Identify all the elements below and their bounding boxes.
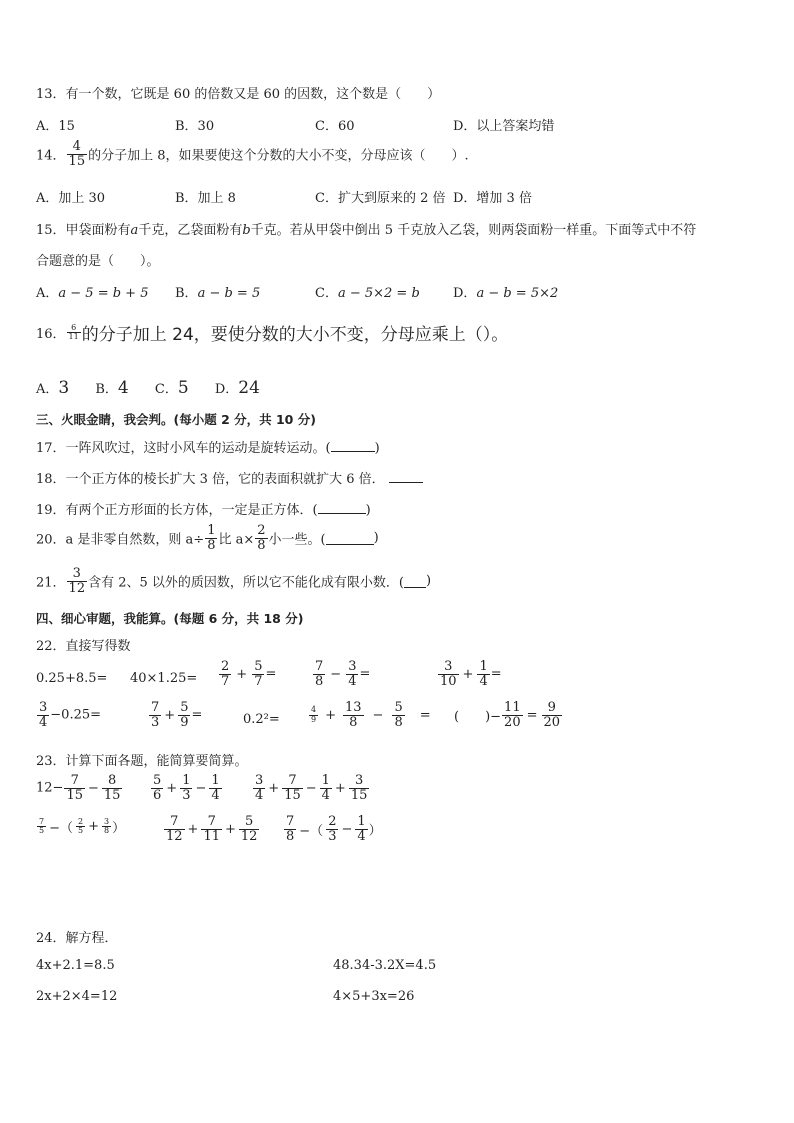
q22-item-6: $\frac{3}{4}$ −0.25= <box>39 700 102 730</box>
q14-question <box>36 140 469 168</box>
q15-line1: 15．甲袋面粉有a千克，乙袋面粉有b千克。若从甲袋中倒出 5 千克放入乙袋，则两袋面粉一样重。下面等式中不符 <box>36 223 697 238</box>
q14-option-a: A．加上 30 <box>36 191 106 206</box>
q13-option-a: A．15 <box>36 119 75 134</box>
q15-option-d: D．a − b = 5×2 <box>453 286 559 301</box>
q23-expr-3: $\frac{3}{4}$ + $\frac{7}{15}$ − $\frac{1}{4}$ + $\frac{3}{15}$ <box>255 773 368 803</box>
q13-stem: 13．有一个数，它既是 60 的倍数又是 60 的因数，这个数是（ ） <box>36 87 441 102</box>
q22-item-10: ( )− $\frac{11}{20}$ = $\frac{9}{20}$ <box>454 700 561 730</box>
q22-item-2: 40×1.25= <box>130 671 198 686</box>
q16-options: A．3 B．4 C．5 D．24 <box>36 378 260 398</box>
q23-expr-6: $\frac{7}{8}$ −（ $\frac{2}{3}$ − $\frac{1}{4}$ ） <box>286 814 382 844</box>
q13-option-b: B．30 <box>175 119 215 134</box>
q21-answer-blank[interactable] <box>404 575 426 588</box>
q15-var-b: b <box>242 223 251 238</box>
q14-option-c: C．扩大到原来的 2 倍 <box>315 191 446 206</box>
q24-eq-3: 2x+2×4=12 <box>36 989 118 1004</box>
q15-var-a: a <box>130 223 139 238</box>
q23-expr-4: $\frac{7}{5}$ −（ $\frac{2}{5}$ + $\frac{3}{8}$ ） <box>39 816 126 836</box>
q20-answer-blank[interactable] <box>326 532 374 545</box>
q15-option-a: A．a − 5 = b + 5 <box>36 286 149 301</box>
q20-frac2: $\frac{2}{8}$ <box>257 523 266 553</box>
q19: 19．有两个正方形面的长方体，一定是正方体．( ) <box>36 503 371 518</box>
q22-item-7: $\frac{7}{3}$ + $\frac{5}{9}$ = <box>151 700 203 730</box>
q22-item-9: $\frac{4}{9}$ + $\frac{13}{8}$ − $\frac{5}{8}$ = <box>311 700 431 730</box>
q22-item-4: $\frac{7}{8}$ − $\frac{3}{4}$ = <box>315 659 371 689</box>
q20: 20．a 是非零自然数，则 a÷ $\frac{1}{8}$ 比 a× $\frac{2}{8}$ 小一些。( ) <box>36 523 379 553</box>
q14-num: 14． <box>36 148 66 164</box>
q23-expr-2: $\frac{5}{6}$ + $\frac{1}{3}$ − $\frac{1}{4}$ <box>153 773 220 803</box>
q22-item-3: $\frac{2}{7}$ + $\frac{5}{7}$ = <box>221 659 277 689</box>
q24-title: 24．解方程． <box>36 931 118 946</box>
q14-stem: 的分子加上 8，如果要使这个分数的大小不变，分母应该（ ）. <box>88 148 469 164</box>
q14-option-d: D．增加 3 倍 <box>453 191 532 206</box>
q15-option-b: B．a − b = 5 <box>175 286 261 301</box>
q16-question: 16． $\frac{6}{11}$ 的分子加上 24，要使分数的大小不变，分母应乘上（）。 <box>36 322 509 345</box>
q22-item-8: 0.2²= <box>243 712 280 727</box>
q17-answer-blank[interactable] <box>331 439 375 452</box>
q16-fraction: $\frac{6}{11}$ <box>68 322 79 341</box>
q21: 21． $\frac{3}{12}$ 含有 2、5 以外的质因数，所以它不能化成有限小数．( ) <box>36 566 432 596</box>
q18: 18．一个正方体的棱长扩大 3 倍，它的表面积就扩大 6 倍． <box>36 468 423 487</box>
q23-expr-1: 12− $\frac{7}{15}$ − $\frac{8}{15}$ <box>36 773 121 803</box>
q24-eq-2: 48.34-3.2X=4.5 <box>333 958 437 973</box>
q23-title: 23．计算下面各题，能简算要简算。 <box>36 754 248 769</box>
q23-expr-5: $\frac{7}{12}$ + $\frac{7}{11}$ + $\frac{5}{12}$ <box>166 814 258 844</box>
q19-answer-blank[interactable] <box>318 501 366 514</box>
q15-option-c: C．a − 5×2 = b <box>315 286 420 301</box>
q22-item-5: $\frac{3}{10}$ + $\frac{1}{4}$ = <box>440 659 502 689</box>
q20-frac1: $\frac{1}{8}$ <box>207 523 216 553</box>
q17: 17．一阵风吹过，这时小风车的运动是旋转运动。( ) <box>36 441 380 456</box>
q21-fraction: $\frac{3}{12}$ <box>68 566 86 596</box>
q14-fraction: $\frac{4}{15}$ <box>68 139 86 169</box>
q13-option-d: D．以上答案均错 <box>453 119 555 134</box>
q15-line2: 合题意的是（ ）。 <box>36 254 160 269</box>
q22-item-1: 0.25+8.5= <box>36 671 108 686</box>
q16-stem: 的分子加上 24，要使分数的大小不变，分母应乘上（）。 <box>81 325 509 345</box>
q22-title: 22．直接写得数 <box>36 639 131 654</box>
section3-title: 三、火眼金睛，我会判。(每小题 2 分，共 10 分) <box>36 412 316 427</box>
section4-title: 四、细心审题，我能算。(每题 6 分，共 18 分) <box>36 611 304 626</box>
q14-option-b: B．加上 8 <box>175 191 236 206</box>
q24-eq-4: 4×5+3x=26 <box>333 989 415 1004</box>
q24-eq-1: 4x+2.1=8.5 <box>36 958 115 973</box>
q13-option-c: C．60 <box>315 119 355 134</box>
q18-answer-blank[interactable] <box>389 470 423 483</box>
